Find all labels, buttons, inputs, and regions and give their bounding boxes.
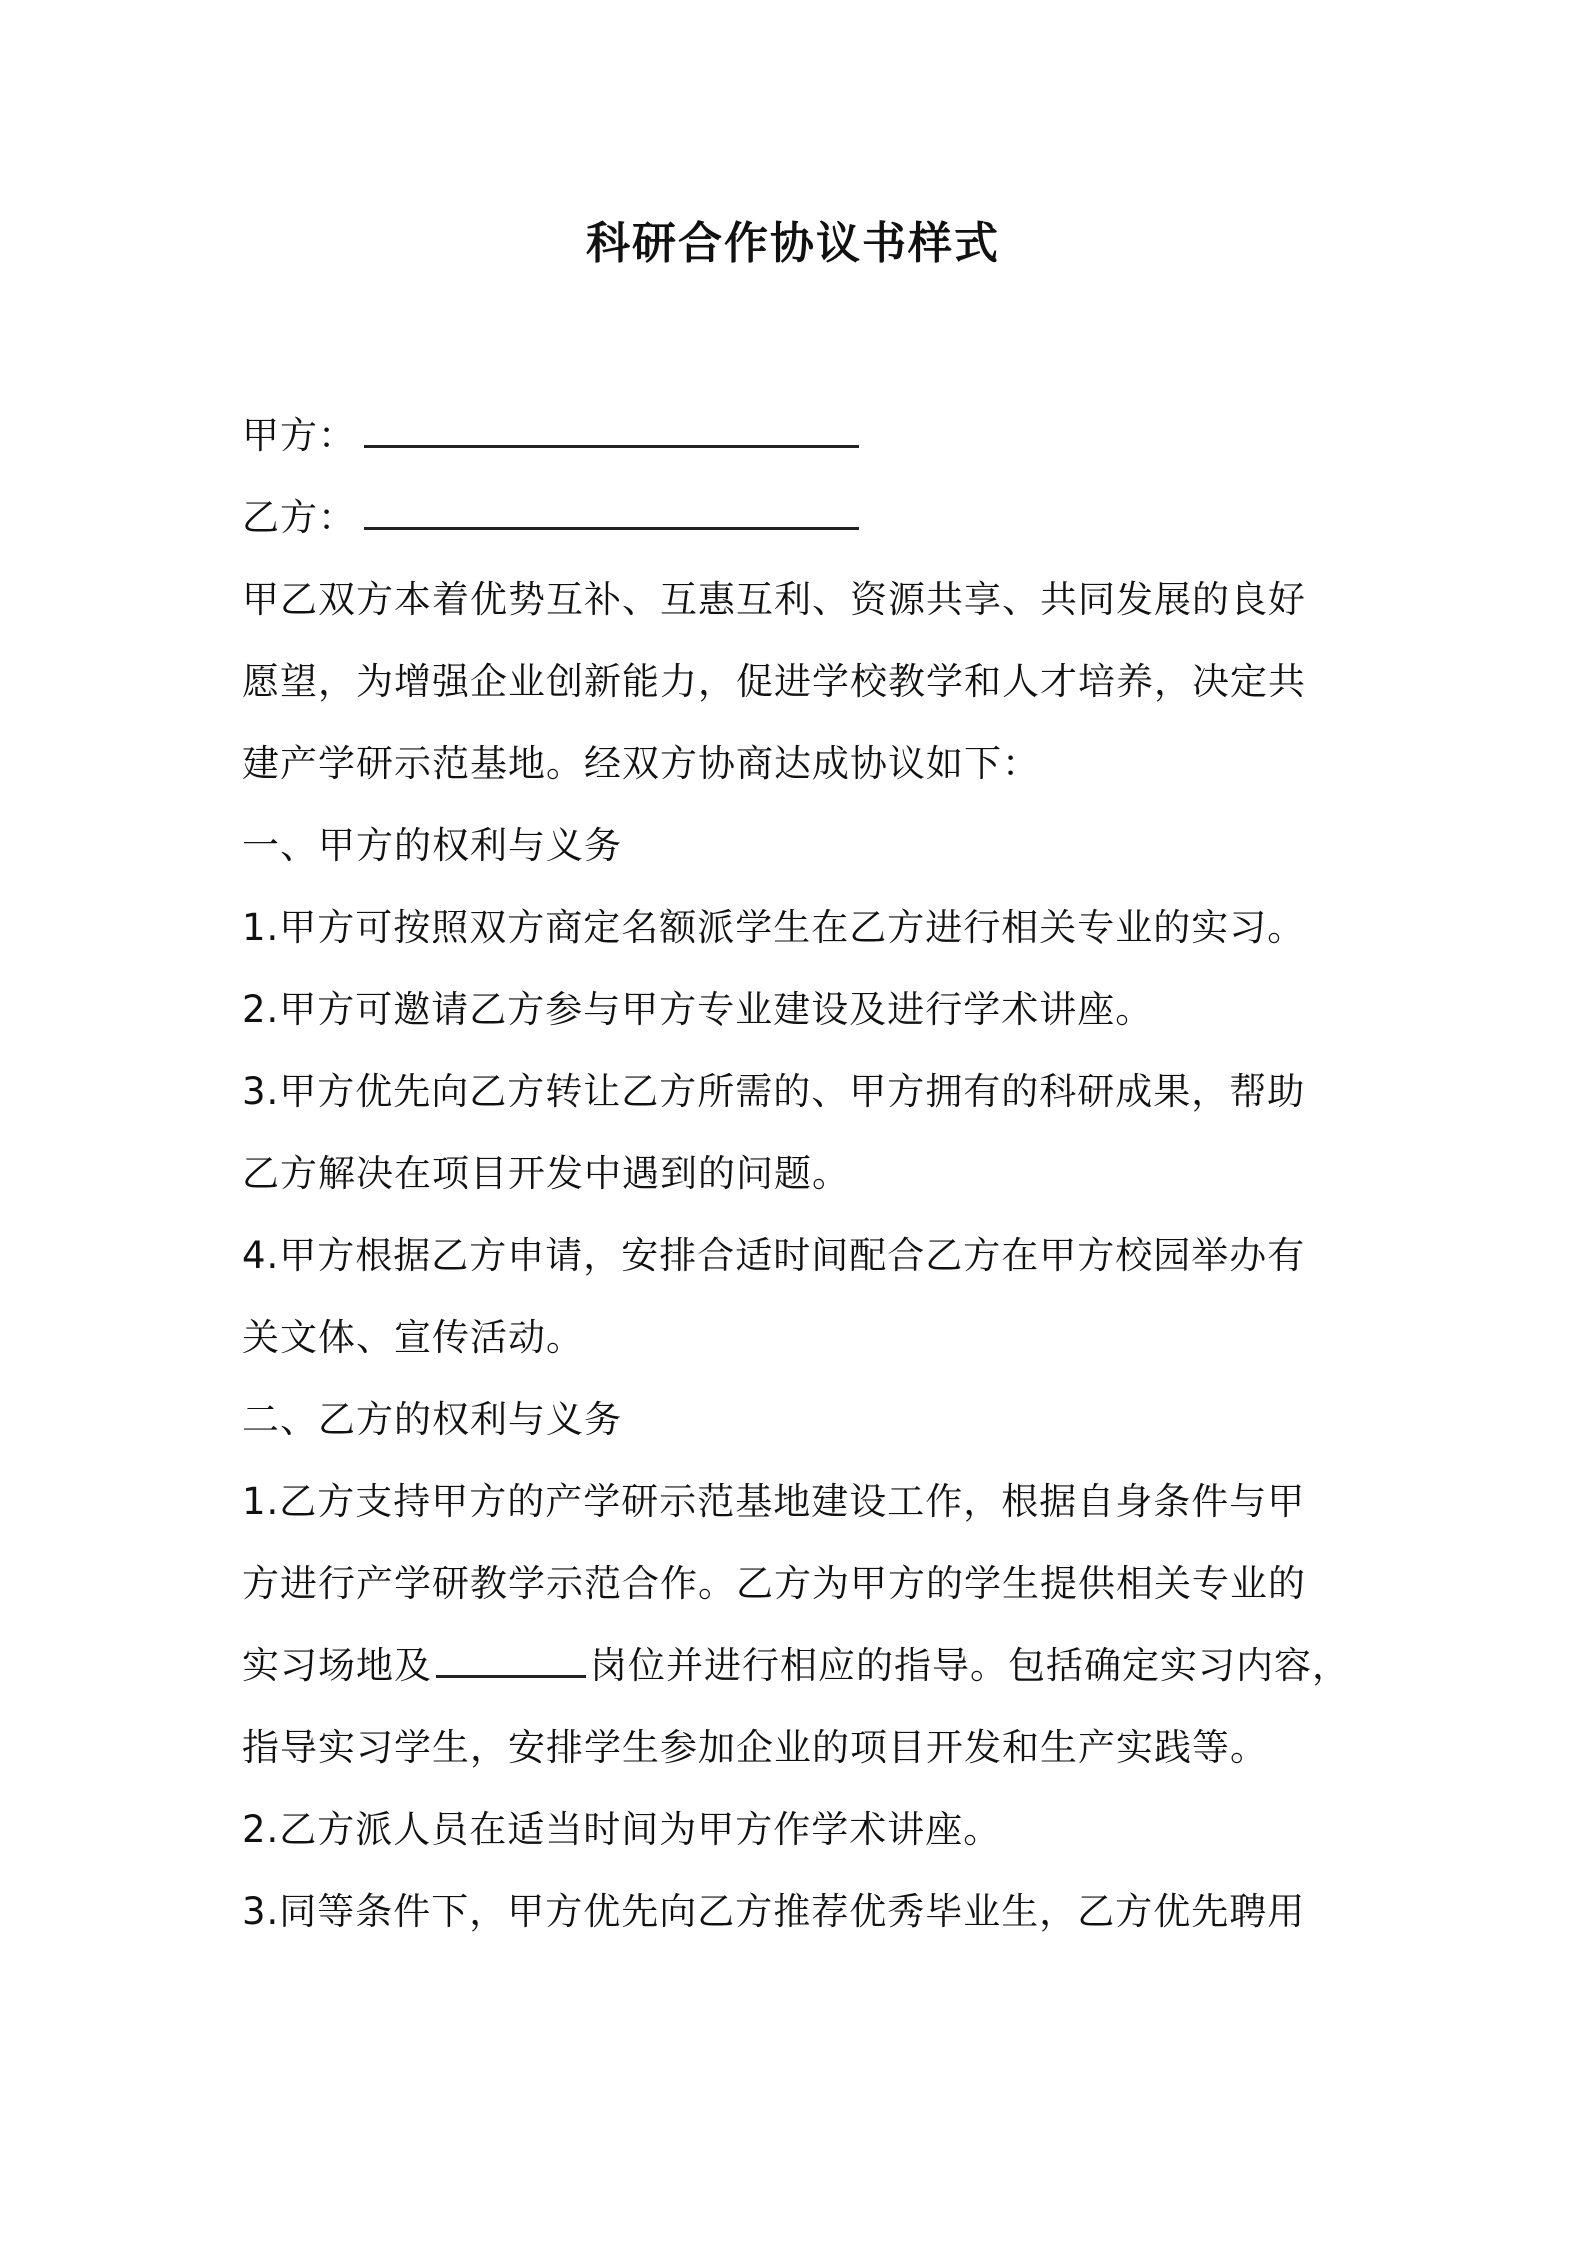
body-line: 愿望，为增强企业创新能力，促进学校教学和人才培养，决定共 — [242, 660, 1306, 703]
clause-line: 关文体、宣传活动。 — [242, 1316, 584, 1359]
party-b-line — [242, 492, 859, 544]
party-a-line — [242, 410, 859, 462]
clause-line-with-blank — [242, 1640, 1350, 1692]
clause-line: 指导实习学生，安排学生参加企业的项目开发和生产实践等。 — [242, 1726, 1268, 1769]
document-title: 科研合作协议书样式 — [586, 218, 1000, 269]
clause-line: 1.乙方支持甲方的产学研示范基地建设工作，根据自身条件与甲 — [242, 1480, 1306, 1523]
party-b-blank — [364, 497, 859, 530]
clause-line: 乙方解决在项目开发中遇到的问题。 — [242, 1152, 850, 1195]
body-line: 甲乙双方本着优势互补、互惠互利、资源共享、共同发展的良好 — [242, 578, 1306, 621]
party-a-label: 甲方： — [242, 414, 356, 457]
clause-line: 方进行产学研教学示范合作。乙方为甲方的学生提供相关专业的 — [242, 1562, 1306, 1605]
clause-line: 3.甲方优先向乙方转让乙方所需的、甲方拥有的科研成果，帮助 — [242, 1070, 1306, 1113]
section-heading: 一、甲方的权利与义务 — [242, 824, 622, 867]
blank-suffix-text: 岗位并进行相应的指导。包括确定实习内容， — [590, 1644, 1350, 1687]
body-line: 建产学研示范基地。经双方协商达成协议如下： — [242, 742, 1040, 785]
blank-prefix-text: 实习场地及 — [242, 1644, 432, 1687]
section-heading: 二、乙方的权利与义务 — [242, 1398, 622, 1441]
clause-line: 3.同等条件下，甲方优先向乙方推荐优秀毕业生，乙方优先聘用 — [242, 1890, 1306, 1933]
positions-blank — [436, 1645, 586, 1678]
clause-line: 4.甲方根据乙方申请，安排合适时间配合乙方在甲方校园举办有 — [242, 1234, 1306, 1277]
party-b-label: 乙方： — [242, 496, 356, 539]
party-a-blank — [364, 415, 859, 448]
clause-line: 2.乙方派人员在适当时间为甲方作学术讲座。 — [242, 1808, 1002, 1851]
clause-line: 1.甲方可按照双方商定名额派学生在乙方进行相关专业的实习。 — [242, 906, 1306, 949]
clause-line: 2.甲方可邀请乙方参与甲方专业建设及进行学术讲座。 — [242, 988, 1154, 1031]
